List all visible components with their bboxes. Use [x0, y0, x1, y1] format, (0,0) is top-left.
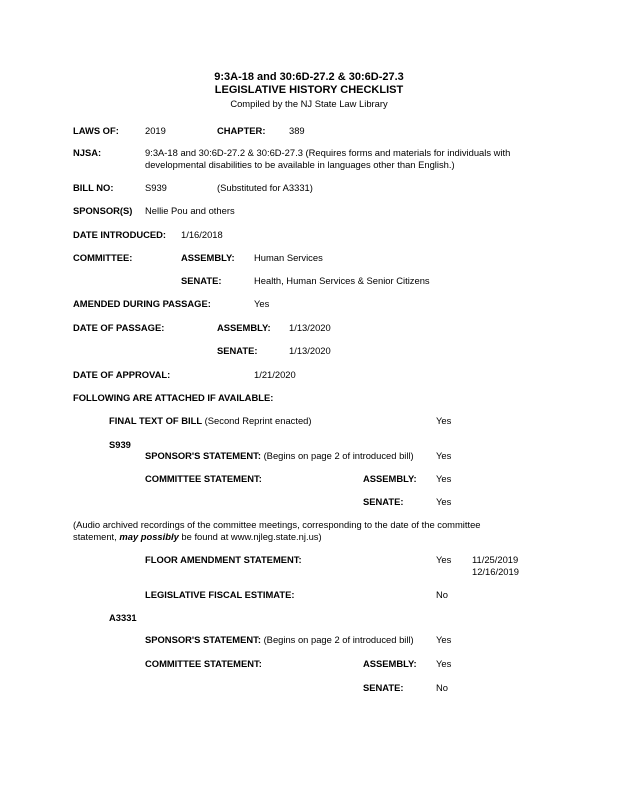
floor-amendment-label: FLOOR AMENDMENT STATEMENT: — [145, 554, 302, 565]
compiled-by: Compiled by the NJ State Law Library — [230, 98, 388, 109]
s939-label: S939 — [109, 439, 131, 450]
laws-of-value: 2019 — [145, 125, 166, 136]
fiscal-estimate-label: LEGISLATIVE FISCAL ESTIMATE: — [145, 589, 295, 600]
a3331-sponsor-note: (Begins on page 2 of introduced bill) — [263, 634, 414, 645]
chapter-label: CHAPTER: — [217, 125, 266, 136]
s939-committee-label: COMMITTEE STATEMENT: — [145, 473, 262, 484]
passage-label: DATE OF PASSAGE: — [73, 322, 165, 333]
amended-label: AMENDED DURING PASSAGE: — [73, 298, 211, 309]
s939-senate-value: Yes — [436, 496, 452, 507]
passage-assembly-value: 1/13/2020 — [289, 322, 331, 333]
a3331-assembly-value: Yes — [436, 658, 452, 669]
bill-no-label: BILL NO: — [73, 182, 114, 193]
floor-amendment-date-1: 11/25/2019 — [472, 554, 519, 565]
approval-label: DATE OF APPROVAL: — [73, 369, 171, 380]
approval-value: 1/21/2020 — [254, 369, 296, 380]
chapter-value: 389 — [289, 125, 305, 136]
passage-assembly-label: ASSEMBLY: — [217, 322, 271, 333]
floor-amendment-value: Yes — [436, 554, 452, 565]
doc-title: 9:3A-18 and 30:6D-27.2 & 30:6D-27.3 — [214, 71, 404, 83]
amended-value: Yes — [254, 298, 270, 309]
committee-label: COMMITTEE: — [73, 252, 133, 263]
a3331-sponsor-row — [145, 634, 414, 646]
final-text-label: FINAL TEXT OF BILL — [109, 415, 203, 426]
committee-senate-label: SENATE: — [181, 275, 222, 286]
a3331-assembly-label: ASSEMBLY: — [363, 658, 417, 669]
final-text-note: (Second Reprint enacted) — [204, 415, 312, 426]
s939-assembly-label: ASSEMBLY: — [363, 473, 417, 484]
fiscal-estimate-value: No — [436, 589, 448, 600]
date-introduced-label: DATE INTRODUCED: — [73, 229, 167, 240]
a3331-label: A3331 — [109, 612, 137, 623]
njsa-line-1: 9:3A-18 and 30:6D-27.2 & 30:6D-27.3 (Requires forms and materials for individuals with — [145, 147, 511, 158]
a3331-sponsor-value: Yes — [436, 634, 452, 645]
s939-sponsor-value: Yes — [436, 450, 452, 461]
audio-note-line-1: (Audio archived recordings of the committee meetings, corresponding to the date of the committee — [73, 519, 481, 530]
a3331-senate-label: SENATE: — [363, 682, 404, 693]
s939-sponsor-row — [145, 450, 414, 462]
a3331-sponsor-label: SPONSOR'S STATEMENT: — [145, 634, 261, 645]
sponsor-label: SPONSOR(S) — [73, 205, 133, 216]
njsa-line-2: developmental disabilities to be available in languages other than English.) — [145, 159, 455, 170]
audio-note-post: be found at www.njleg.state.nj.us) — [181, 531, 322, 542]
a3331-committee-label: COMMITTEE STATEMENT: — [145, 658, 262, 669]
audio-note-line-2 — [73, 531, 322, 543]
passage-senate-label: SENATE: — [217, 345, 258, 356]
audio-note-emphasis: may possibly — [119, 531, 179, 542]
passage-senate-value: 1/13/2020 — [289, 345, 331, 356]
njsa-label: NJSA: — [73, 147, 102, 158]
a3331-senate-value: No — [436, 682, 448, 693]
s939-assembly-value: Yes — [436, 473, 452, 484]
sponsor-value: Nellie Pou and others — [145, 205, 235, 216]
committee-assembly-value: Human Services — [254, 252, 323, 263]
s939-sponsor-label: SPONSOR'S STATEMENT: — [145, 450, 261, 461]
bill-no-value: S939 — [145, 182, 167, 193]
committee-senate-value: Health, Human Services & Senior Citizens — [254, 275, 430, 286]
final-text-value: Yes — [436, 415, 452, 426]
doc-subtitle: LEGISLATIVE HISTORY CHECKLIST — [214, 84, 404, 96]
s939-sponsor-note: (Begins on page 2 of introduced bill) — [263, 450, 414, 461]
audio-note-pre: statement, — [73, 531, 117, 542]
floor-amendment-date-2: 12/16/2019 — [472, 566, 519, 577]
final-text-row — [109, 415, 312, 427]
s939-senate-label: SENATE: — [363, 496, 404, 507]
following-label: FOLLOWING ARE ATTACHED IF AVAILABLE: — [73, 392, 274, 403]
date-introduced-value: 1/16/2018 — [181, 229, 223, 240]
bill-no-note: (Substituted for A3331) — [217, 182, 313, 193]
laws-of-label: LAWS OF: — [73, 125, 119, 136]
committee-assembly-label: ASSEMBLY: — [181, 252, 235, 263]
